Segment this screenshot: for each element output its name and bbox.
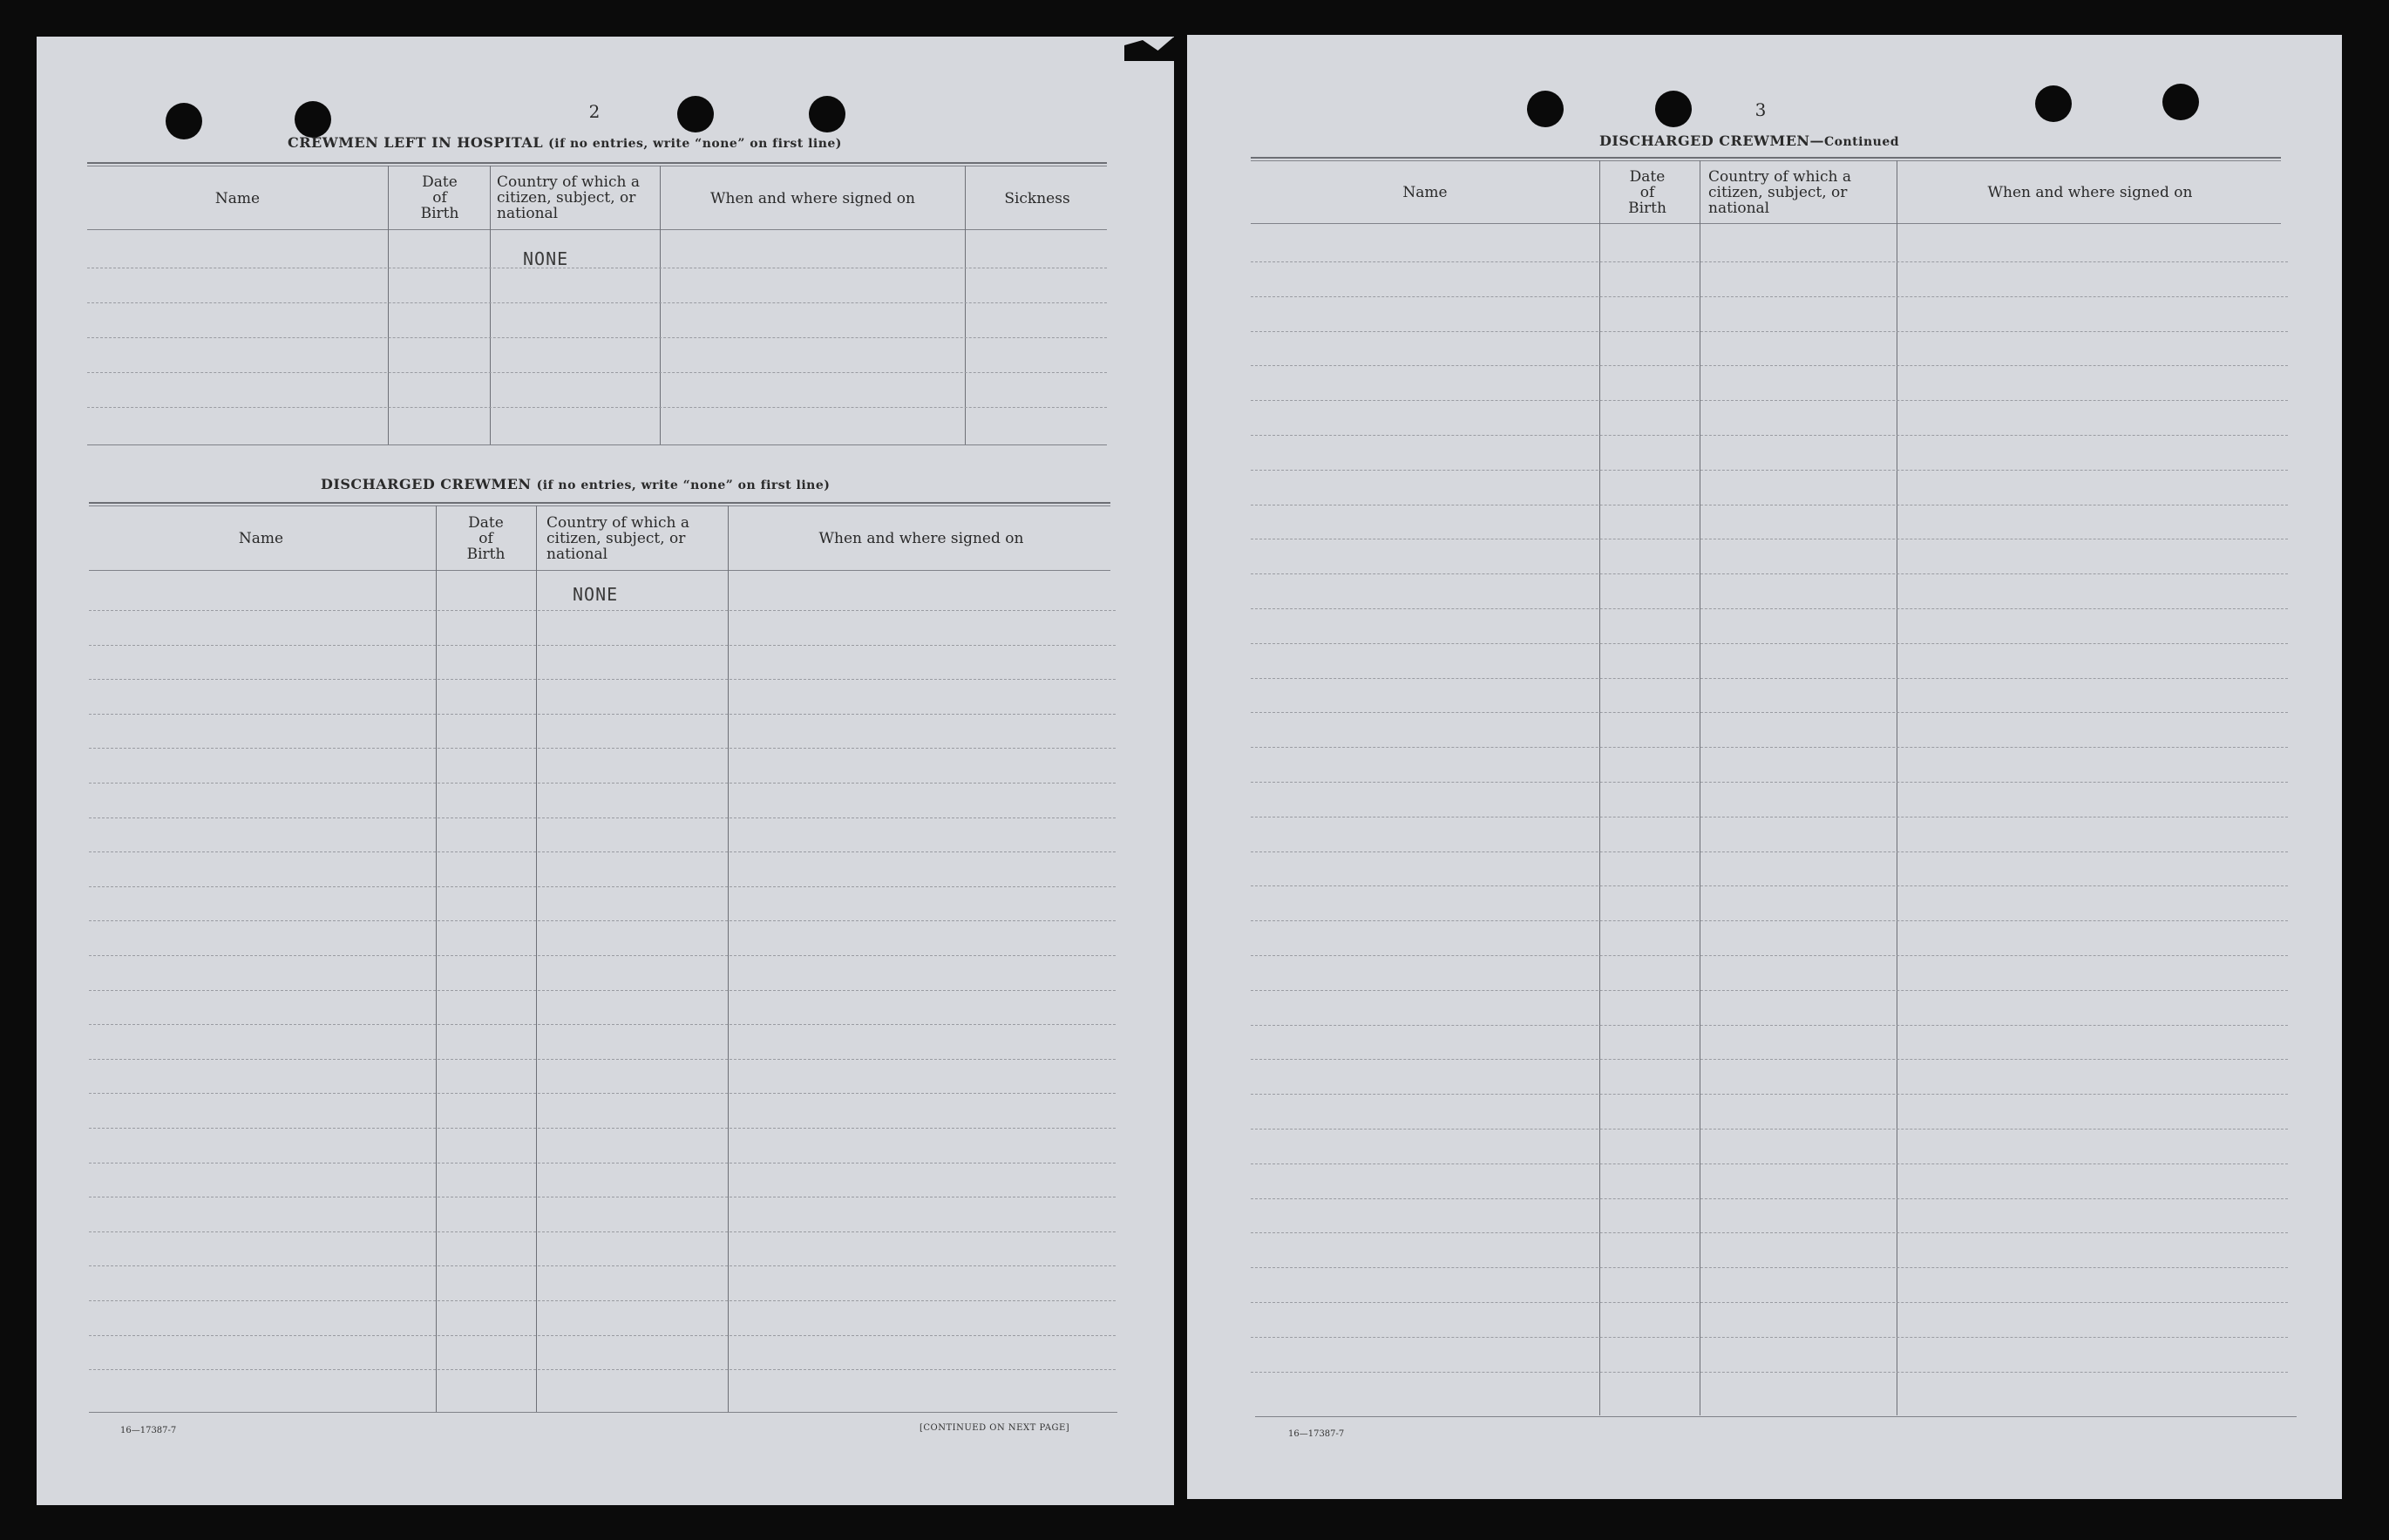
table-row [89, 1231, 1116, 1232]
table-row [1251, 955, 2288, 956]
table-row [1251, 1232, 2288, 1233]
punch-hole [677, 96, 714, 132]
header-bottom-rule [89, 570, 1110, 571]
right-page [1187, 35, 2342, 1499]
punch-hole [2162, 84, 2199, 120]
header-signed: When and where signed on [710, 190, 915, 207]
header-signed: When and where signed on [1987, 184, 2193, 201]
form-number: 16—17387-7 [1288, 1429, 1345, 1439]
table-row [89, 714, 1116, 715]
table-row [1251, 400, 2288, 401]
column-divider [490, 166, 491, 444]
table-row [1251, 261, 2288, 262]
table-row [1251, 851, 2288, 852]
table-row [1251, 1129, 2288, 1130]
left-page [37, 37, 1174, 1505]
column-divider [965, 166, 966, 444]
table-row [89, 851, 1116, 852]
table-row [1251, 296, 2288, 297]
table-row [1251, 885, 2288, 886]
table-row [89, 1024, 1116, 1025]
table-row [1251, 1337, 2288, 1338]
header-country: Country of which a citizen, subject, or national [497, 173, 640, 222]
header-name: Name [214, 190, 261, 207]
table-row [89, 645, 1116, 646]
punch-hole [2035, 85, 2072, 122]
table-row [89, 1059, 1116, 1060]
table-bottom-rule [87, 444, 1107, 445]
table-row [1251, 1059, 2288, 1060]
punch-hole [809, 96, 845, 132]
header-country: Country of which a citizen, subject, or national [546, 514, 689, 563]
table-row [1251, 1025, 2288, 1026]
right-title-text: DISCHARGED CREWMEN— [1599, 132, 1825, 149]
punch-hole [166, 103, 202, 139]
punch-hole [1527, 91, 1564, 127]
column-divider [728, 505, 729, 1412]
table-row [1251, 435, 2288, 436]
table-row [1251, 608, 2288, 609]
header-name: Name [1402, 184, 1448, 201]
table-row [89, 920, 1116, 921]
table-row [89, 783, 1116, 784]
table-row [1251, 712, 2288, 713]
table-row [1251, 747, 2288, 748]
column-divider [388, 166, 389, 444]
table-row [87, 337, 1107, 338]
table-row [1251, 573, 2288, 574]
table-row [1251, 782, 2288, 783]
table-row [89, 1093, 1116, 1094]
table-top-rule [87, 162, 1107, 164]
table-row [1251, 1163, 2288, 1164]
table-row [89, 1369, 1116, 1370]
table-row [89, 990, 1116, 991]
header-signed: When and where signed on [818, 530, 1024, 547]
header-dob: Date of Birth [1628, 168, 1666, 217]
page-number: 3 [1754, 99, 1767, 120]
table-row [87, 372, 1107, 373]
table-row [89, 817, 1116, 818]
table-row [89, 1300, 1116, 1301]
table-row [1251, 920, 2288, 921]
hospital-none-entry: NONE [523, 248, 569, 269]
table-row [1251, 470, 2288, 471]
hospital-title-text: CREWMEN LEFT IN HOSPITAL [288, 134, 544, 151]
table-row [87, 407, 1107, 408]
discharged-title-note: (if no entries, write “none” on first line) [536, 478, 831, 492]
table-row [1251, 365, 2288, 366]
table-row [89, 955, 1116, 956]
table-top-rule [1251, 157, 2281, 159]
table-row [1251, 1198, 2288, 1199]
header-dob: Date of Birth [466, 514, 506, 563]
table-row [89, 748, 1116, 749]
table-row [1251, 990, 2288, 991]
header-name: Name [238, 530, 284, 547]
column-divider [436, 505, 437, 1412]
hospital-title-note: (if no entries, write “none” on first line) [548, 137, 842, 151]
table-row [87, 302, 1107, 303]
table-row [1251, 331, 2288, 332]
form-number: 16—17387-7 [120, 1426, 177, 1435]
table-row [1251, 1267, 2288, 1268]
header-bottom-rule [1251, 223, 2281, 224]
table-row [89, 1128, 1116, 1129]
table-top-rule-inner [89, 505, 1110, 506]
table-row [1251, 1094, 2288, 1095]
discharged-section-title [321, 476, 830, 492]
page-number: 2 [588, 101, 601, 122]
continued-note: [CONTINUED ON NEXT PAGE] [920, 1423, 1070, 1433]
table-row [89, 610, 1116, 611]
table-row [1251, 1302, 2288, 1303]
column-divider [660, 166, 661, 444]
header-bottom-rule [87, 229, 1107, 230]
table-row [1251, 643, 2288, 644]
hospital-section-title [288, 134, 842, 151]
punch-hole [295, 101, 331, 138]
column-divider [1599, 160, 1600, 1415]
table-row [1251, 1372, 2288, 1373]
table-bottom-rule [1255, 1416, 2297, 1417]
table-row [89, 886, 1116, 887]
header-country: Country of which a citizen, subject, or national [1708, 168, 1851, 217]
header-dob: Date of Birth [420, 173, 459, 222]
header-sickness: Sickness [1004, 190, 1070, 207]
table-top-rule [89, 502, 1110, 504]
table-bottom-rule [89, 1412, 1117, 1413]
table-row [89, 1335, 1116, 1336]
punch-hole [1655, 91, 1692, 127]
right-section-title [1599, 132, 1899, 149]
table-row [89, 1265, 1116, 1266]
right-title-suffix: Continued [1824, 135, 1900, 149]
column-divider [536, 505, 537, 1412]
discharged-title-text: DISCHARGED CREWMEN [321, 476, 532, 492]
discharged-none-entry: NONE [573, 584, 619, 605]
table-row [1251, 678, 2288, 679]
table-row [89, 679, 1116, 680]
table-top-rule-inner [1251, 160, 2281, 161]
